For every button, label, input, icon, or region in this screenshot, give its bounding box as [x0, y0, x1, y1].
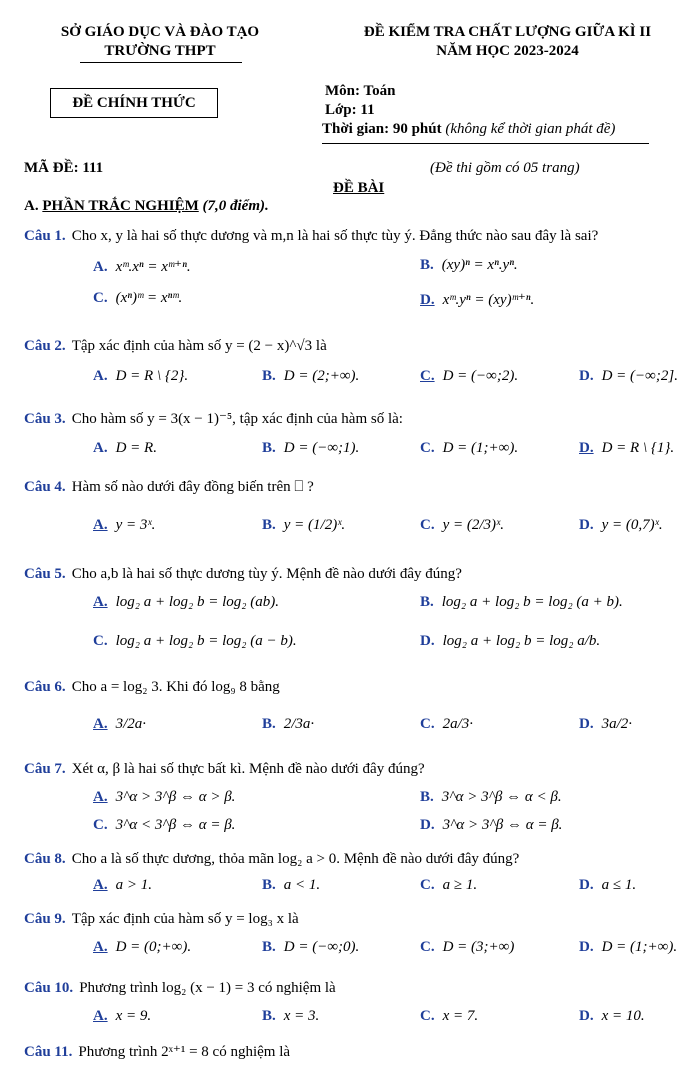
question-4-option-a[interactable]	[93, 517, 155, 534]
option-key: D.	[579, 939, 594, 955]
option-text: D = R \ {2}.	[115, 368, 189, 384]
option-key: C.	[420, 368, 435, 384]
question-7-option-d[interactable]	[420, 817, 562, 834]
option-key: A.	[93, 939, 108, 955]
question-8-option-c[interactable]	[420, 877, 477, 894]
option-key: B.	[420, 789, 434, 805]
question-6-option-c[interactable]	[420, 716, 473, 733]
question-label: Câu 9.	[24, 911, 66, 927]
option-key: B.	[420, 257, 434, 273]
question-label: Câu 1.	[24, 228, 66, 244]
pages-note: (Đề thi gồm có 05 trang)	[430, 160, 580, 176]
question-10-stem	[24, 980, 336, 997]
question-7-stem	[24, 761, 425, 778]
question-1-option-a[interactable]	[93, 257, 191, 276]
question-9-stem	[24, 911, 299, 928]
option-key: D.	[579, 877, 594, 893]
question-label: Câu 5.	[24, 566, 66, 582]
option-key: D.	[420, 817, 435, 833]
option-text: y = (0,7)ˣ.	[601, 517, 663, 533]
option-text: x = 3.	[283, 1008, 320, 1024]
option-text: 2/3a·	[283, 716, 315, 732]
question-label: Câu 11.	[24, 1044, 73, 1060]
option-text: D = (3;+∞)	[442, 939, 515, 955]
question-8-option-a[interactable]	[93, 877, 152, 894]
question-text: Tập xác định của hàm số y = (2 − x)^√3 là	[71, 338, 327, 354]
question-8-option-d[interactable]	[579, 877, 636, 894]
question-10-option-c[interactable]	[420, 1008, 478, 1025]
time-underline	[322, 143, 649, 144]
option-key: D.	[420, 633, 435, 649]
option-key: B.	[262, 517, 276, 533]
option-key: A.	[93, 368, 108, 384]
question-4-stem	[24, 478, 314, 496]
option-key: A.	[93, 440, 108, 456]
question-text: Tập xác định của hàm số y = log₃ x là	[71, 911, 299, 927]
option-text: x = 10.	[601, 1008, 645, 1024]
question-11-stem	[24, 1042, 290, 1061]
section-points: (7,0 điểm).	[202, 198, 269, 214]
option-text: log₂ a + log₂ b = log₂ (ab).	[115, 594, 279, 610]
option-key: A.	[93, 877, 108, 893]
time-note: (không kể thời gian phát đề)	[445, 121, 616, 137]
option-key: C.	[93, 633, 108, 649]
de-bai-heading: ĐỀ BÀI	[333, 180, 385, 196]
question-3-option-d[interactable]	[579, 440, 674, 457]
option-text: D = (−∞;0).	[283, 939, 360, 955]
option-text: log₂ a + log₂ b = log₂ a/b.	[442, 633, 601, 649]
question-label: Câu 6.	[24, 679, 66, 695]
question-3-option-c[interactable]	[420, 440, 518, 457]
option-key: D.	[579, 1008, 594, 1024]
option-key: A.	[93, 716, 108, 732]
option-key: C.	[420, 517, 435, 533]
option-key: C.	[93, 290, 108, 306]
official-exam-box: ĐỀ CHÍNH THỨC	[50, 88, 218, 118]
option-text: y = 3ˣ.	[115, 517, 156, 533]
option-text: 3^α > 3^β ⇔ α = β.	[442, 817, 563, 833]
question-4-option-c[interactable]	[420, 517, 504, 534]
question-4-option-d[interactable]	[579, 517, 663, 534]
time-label: Thời gian: 90 phút	[322, 121, 442, 137]
question-text: Cho a = log₂ 3. Khi đó log₉ 8 bằng	[71, 679, 280, 695]
question-8-stem	[24, 851, 519, 868]
question-text: Cho a,b là hai số thực dương tùy ý. Mệnh đề nào dưới đây đúng?	[71, 566, 462, 582]
exam-code: MÃ ĐỀ: 111	[24, 160, 104, 176]
department-name: SỞ GIÁO DỤC VÀ ĐÀO TẠO	[60, 24, 260, 40]
option-text: y = (1/2)ˣ.	[283, 517, 346, 533]
question-7-option-c[interactable]	[93, 817, 235, 834]
question-2-option-b[interactable]	[262, 368, 359, 385]
question-7-option-a[interactable]	[93, 789, 235, 806]
question-text: Xét α, β là hai số thực bất kì. Mệnh đề nào dưới đây đúng?	[71, 761, 425, 777]
question-text: Cho hàm số y = 3(x − 1)⁻⁵, tập xác định của hàm số là:	[71, 411, 403, 427]
question-2-option-d[interactable]	[579, 368, 678, 385]
question-2-stem	[24, 338, 327, 355]
subject: Môn: Toán	[325, 83, 396, 99]
option-text: log₂ a + log₂ b = log₂ (a + b).	[441, 594, 623, 610]
option-text: D = (1;+∞).	[442, 440, 519, 456]
school-year: NĂM HỌC 2023-2024	[436, 43, 579, 59]
option-key: C.	[420, 440, 435, 456]
question-5-stem	[24, 566, 462, 583]
exam-title: ĐỀ KIỂM TRA CHẤT LƯỢNG GIỮA KÌ II	[363, 24, 652, 40]
question-3-stem	[24, 409, 403, 428]
option-text: a ≤ 1.	[601, 877, 637, 893]
option-text: 3^α > 3^β ⇔ α > β.	[115, 789, 236, 805]
time-line	[322, 121, 615, 138]
question-1-option-b[interactable]	[420, 257, 518, 274]
option-key: A.	[93, 789, 108, 805]
option-text: D = (1;+∞).	[601, 939, 678, 955]
option-key: B.	[262, 716, 276, 732]
question-10-option-b[interactable]	[262, 1008, 319, 1025]
question-1-option-c[interactable]	[93, 290, 182, 307]
option-key: D.	[579, 440, 594, 456]
option-key: B.	[262, 368, 276, 384]
question-2-option-c[interactable]	[420, 368, 518, 385]
option-text: a ≥ 1.	[442, 877, 478, 893]
question-6-stem	[24, 679, 280, 696]
question-1-stem	[24, 228, 598, 245]
question-label: Câu 2.	[24, 338, 66, 354]
question-5-option-b[interactable]	[420, 594, 623, 611]
question-9-option-b[interactable]	[262, 939, 359, 956]
option-text: (xy)ⁿ = xⁿ.yⁿ.	[441, 257, 518, 273]
question-9-option-a[interactable]	[93, 939, 191, 956]
question-label: Câu 7.	[24, 761, 66, 777]
option-key: B.	[262, 939, 276, 955]
option-text: D = R \ {1}.	[601, 440, 675, 456]
option-text: 3/2a·	[115, 716, 147, 732]
option-text: a < 1.	[283, 877, 321, 893]
question-5-option-a[interactable]	[93, 594, 279, 611]
question-5-option-c[interactable]	[93, 633, 297, 650]
option-key: D.	[579, 368, 594, 384]
option-key: C.	[420, 877, 435, 893]
option-key: B.	[420, 594, 434, 610]
option-key: C.	[420, 1008, 435, 1024]
question-4-option-b[interactable]	[262, 517, 345, 534]
option-key: B.	[262, 877, 276, 893]
question-5-option-d[interactable]	[420, 633, 600, 650]
option-key: C.	[420, 716, 435, 732]
option-text: D = (2;+∞).	[283, 368, 360, 384]
option-text: D = (−∞;1).	[283, 440, 360, 456]
question-7-option-b[interactable]	[420, 789, 562, 806]
school-underline	[80, 62, 242, 63]
question-label: Câu 10.	[24, 980, 74, 996]
option-key: D.	[420, 292, 435, 308]
option-text: xᵐ.xⁿ = xᵐ⁺ⁿ.	[115, 259, 191, 275]
option-key: C.	[93, 817, 108, 833]
option-text: D = (−∞;2].	[601, 368, 678, 384]
option-key: A.	[93, 517, 108, 533]
question-6-option-b[interactable]	[262, 716, 314, 733]
question-1-option-d[interactable]	[420, 290, 534, 309]
question-9-option-d[interactable]	[579, 939, 677, 956]
question-text: Phương trình 2ˣ⁺¹ = 8 có nghiệm là	[78, 1044, 291, 1060]
question-text: Cho a là số thực dương, thỏa mãn log₂ a > 0. Mệnh đề nào dưới đây đúng?	[71, 851, 520, 867]
option-text: 3a/2·	[601, 716, 633, 732]
option-text: x = 7.	[442, 1008, 479, 1024]
question-text: Phương trình log₂ (x − 1) = 3 có nghiệm là	[79, 980, 336, 996]
option-text: 3^α > 3^β ⇔ α < β.	[441, 789, 562, 805]
section-a-heading: A. PHẦN TRẮC NGHIỆM (7,0 điểm).	[24, 198, 269, 214]
school-name: TRƯỜNG THPT	[104, 43, 216, 59]
option-key: B.	[262, 440, 276, 456]
option-key: B.	[262, 1008, 276, 1024]
option-text: a > 1.	[115, 877, 152, 893]
option-text: (xⁿ)ᵐ = xⁿᵐ.	[115, 290, 183, 306]
option-key: D.	[579, 716, 594, 732]
option-key: A.	[93, 259, 108, 275]
option-text: x = 9.	[115, 1008, 152, 1024]
option-text: 3^α < 3^β ⇔ α = β.	[115, 817, 236, 833]
section-title: PHẦN TRẮC NGHIỆM	[42, 198, 199, 214]
question-6-option-d[interactable]	[579, 716, 632, 733]
option-text: D = R.	[115, 440, 157, 456]
option-key: A.	[93, 594, 108, 610]
option-text: log₂ a + log₂ b = log₂ (a − b).	[115, 633, 297, 649]
question-label: Câu 4.	[24, 479, 66, 495]
question-10-option-a[interactable]	[93, 1008, 151, 1025]
option-key: C.	[420, 939, 435, 955]
option-text: xᵐ.yⁿ = (xy)ᵐ⁺ⁿ.	[442, 292, 535, 308]
option-text: D = (−∞;2).	[442, 368, 519, 384]
question-8-option-b[interactable]	[262, 877, 320, 894]
question-10-option-d[interactable]	[579, 1008, 645, 1025]
question-3-option-a[interactable]	[93, 440, 157, 457]
question-2-option-a[interactable]	[93, 368, 188, 385]
option-text: 2a/3·	[442, 716, 474, 732]
question-label: Câu 8.	[24, 851, 66, 867]
option-key: A.	[93, 1008, 108, 1024]
option-text: y = (2/3)ˣ.	[442, 517, 505, 533]
question-6-option-a[interactable]	[93, 716, 146, 733]
option-text: D = (0;+∞).	[115, 939, 192, 955]
grade: Lớp: 11	[325, 102, 375, 118]
question-text: Hàm số nào dưới đây đồng biến trên ⎕ ?	[71, 479, 314, 495]
option-key: D.	[579, 517, 594, 533]
question-label: Câu 3.	[24, 411, 66, 427]
question-3-option-b[interactable]	[262, 440, 359, 457]
question-text: Cho x, y là hai số thực dương và m,n là hai số thực tùy ý. Đẳng thức nào sau đây là sai?	[71, 228, 599, 244]
question-9-option-c[interactable]	[420, 939, 514, 956]
